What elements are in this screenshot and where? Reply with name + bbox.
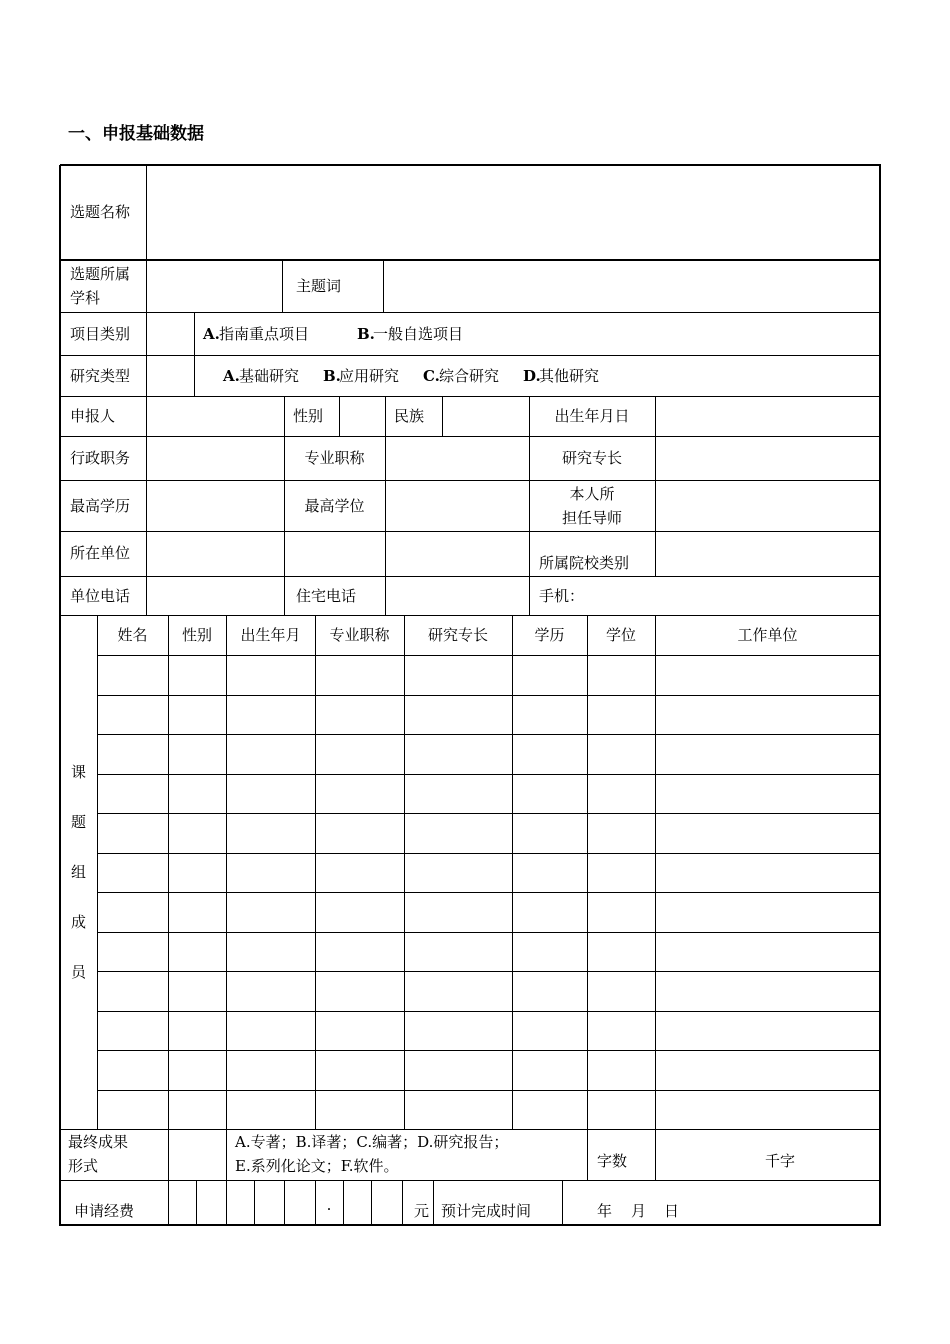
team-member-cell[interactable] <box>98 1091 167 1129</box>
completion-date-field[interactable] <box>564 1182 878 1224</box>
team-member-cell[interactable] <box>588 814 654 852</box>
team-member-cell[interactable] <box>656 656 879 694</box>
label-highest-education: 最高学历 <box>70 497 131 515</box>
team-member-cell[interactable] <box>316 814 403 852</box>
header-professional-title: 专业职称 <box>329 626 390 644</box>
table-rule <box>194 312 195 396</box>
funding-digit-box[interactable] <box>285 1182 314 1224</box>
table-rule <box>146 312 147 396</box>
funding-digit-box[interactable] <box>197 1182 225 1224</box>
table-rule <box>60 576 880 577</box>
research-specialty-field[interactable] <box>657 438 878 479</box>
label-advisor-line1: 本人所 <box>569 485 615 503</box>
table-rule <box>339 396 340 436</box>
label-expected-completion: 预计完成时间 <box>441 1202 532 1220</box>
highest-education-field[interactable] <box>148 482 283 530</box>
team-member-cell[interactable] <box>98 933 167 971</box>
option-letter-b: B. <box>323 367 341 385</box>
team-member-cell[interactable] <box>316 854 403 892</box>
mobile-field[interactable] <box>580 578 878 614</box>
team-member-cell[interactable] <box>169 735 225 773</box>
header-work-unit: 工作单位 <box>737 626 798 644</box>
admin-position-field[interactable] <box>148 438 283 479</box>
team-member-cell[interactable] <box>169 893 225 931</box>
label-ethnicity: 民族 <box>394 407 425 425</box>
team-member-cell[interactable] <box>588 933 654 971</box>
table-rule <box>146 396 147 615</box>
project-category-choice[interactable] <box>148 314 193 354</box>
table-rule <box>60 1180 880 1181</box>
table-rule <box>60 615 880 616</box>
team-member-cell[interactable] <box>588 1051 654 1089</box>
team-member-cell[interactable] <box>405 1091 511 1129</box>
label-gender: 性别 <box>293 407 324 425</box>
label-home-phone: 住宅电话 <box>296 587 357 605</box>
team-member-cell[interactable] <box>588 1091 654 1129</box>
table-rule <box>383 260 384 312</box>
team-member-cell[interactable] <box>227 972 314 1010</box>
team-member-cell[interactable] <box>316 696 403 734</box>
team-member-cell[interactable] <box>316 933 403 971</box>
label-advisor-line2: 担任导师 <box>561 509 622 527</box>
header-gender: 性别 <box>181 626 212 644</box>
header-education: 学历 <box>534 626 565 644</box>
applicant-ethnicity-field[interactable] <box>444 398 528 435</box>
team-member-cell[interactable] <box>227 656 314 694</box>
team-member-cell[interactable] <box>656 933 879 971</box>
team-member-cell[interactable] <box>227 854 314 892</box>
table-border-bottom <box>60 1224 881 1226</box>
team-member-cell[interactable] <box>656 814 879 852</box>
label-research-type: 研究类型 <box>70 367 131 385</box>
team-member-cell[interactable] <box>513 854 586 892</box>
decimal-point: · <box>326 1200 332 1218</box>
team-member-cell[interactable] <box>316 893 403 931</box>
team-member-cell[interactable] <box>98 775 167 813</box>
table-rule <box>60 531 880 532</box>
team-member-cell[interactable] <box>98 854 167 892</box>
table-rule <box>60 436 880 437</box>
label-school-category: 所属院校类别 <box>539 554 630 572</box>
team-member-cell[interactable] <box>405 933 511 971</box>
team-member-cell[interactable] <box>656 1091 879 1129</box>
team-member-cell[interactable] <box>316 656 403 694</box>
team-member-cell[interactable] <box>227 814 314 852</box>
team-member-cell[interactable] <box>513 1012 586 1050</box>
team-member-cell[interactable] <box>588 775 654 813</box>
label-year: 年 <box>597 1202 613 1220</box>
team-member-cell[interactable] <box>405 656 511 694</box>
header-research-specialty: 研究专长 <box>427 626 488 644</box>
team-member-cell[interactable] <box>405 735 511 773</box>
label-highest-degree: 最高学位 <box>304 497 365 515</box>
team-member-cell[interactable] <box>405 893 511 931</box>
team-member-cell[interactable] <box>588 893 654 931</box>
topic-name-field[interactable] <box>148 167 878 259</box>
highest-degree-field[interactable] <box>387 482 528 530</box>
team-member-cell[interactable] <box>656 696 879 734</box>
label-applicant: 申报人 <box>70 407 116 425</box>
team-member-cell[interactable] <box>169 696 225 734</box>
label-work-unit: 所在单位 <box>70 544 131 562</box>
label-word-count: 字数 <box>597 1152 628 1170</box>
label-funding: 申请经费 <box>74 1202 135 1220</box>
option-letter-a: A. <box>223 367 240 385</box>
table-rule <box>655 1129 656 1180</box>
team-member-cell[interactable] <box>513 656 586 694</box>
label-keywords: 主题词 <box>296 277 342 295</box>
label-discipline-line1: 选题所属 <box>70 265 131 283</box>
funding-digit-box[interactable] <box>255 1182 283 1224</box>
label-unit-phone: 单位电话 <box>70 587 131 605</box>
option-basic-research: 基础研究 <box>239 367 300 385</box>
research-type-choice[interactable] <box>148 357 193 395</box>
team-member-cell[interactable] <box>513 933 586 971</box>
funding-digit-box[interactable] <box>227 1182 253 1224</box>
team-member-cell[interactable] <box>405 1051 511 1089</box>
team-member-cell[interactable] <box>656 972 879 1010</box>
applicant-gender-field[interactable] <box>341 398 384 435</box>
label-admin-position: 行政职务 <box>70 449 131 467</box>
label-topic-name: 选题名称 <box>70 203 131 221</box>
label-discipline-line2: 学科 <box>70 289 101 307</box>
professional-title-field[interactable] <box>387 438 528 479</box>
option-applied-research: 应用研究 <box>339 367 400 385</box>
option-letter-d: D. <box>523 367 541 385</box>
label-mobile: 手机： <box>539 587 585 605</box>
team-member-cell[interactable] <box>316 1012 403 1050</box>
table-rule <box>402 1180 403 1225</box>
table-rule <box>226 1129 227 1180</box>
team-member-cell[interactable] <box>405 972 511 1010</box>
table-rule <box>529 396 530 615</box>
table-rule <box>587 1129 588 1180</box>
team-member-cell[interactable] <box>316 1091 403 1129</box>
team-member-cell[interactable] <box>588 656 654 694</box>
team-member-cell[interactable] <box>405 696 511 734</box>
table-rule <box>60 355 880 356</box>
table-rule <box>60 312 880 313</box>
funding-digit-box[interactable] <box>372 1182 401 1224</box>
label-thousand-chars: 千字 <box>765 1152 796 1170</box>
table-rule <box>655 396 656 576</box>
team-member-cell[interactable] <box>227 893 314 931</box>
team-member-cell[interactable] <box>316 972 403 1010</box>
team-member-cell[interactable] <box>405 854 511 892</box>
table-rule <box>433 1180 434 1225</box>
team-member-cell[interactable] <box>513 775 586 813</box>
team-member-cell[interactable] <box>98 656 167 694</box>
team-member-cell[interactable] <box>588 1012 654 1050</box>
label-month: 月 <box>631 1202 647 1220</box>
team-member-cell[interactable] <box>316 735 403 773</box>
result-options-line1: A.专著；B.译著；C.编著；D.研究报告； <box>235 1133 509 1151</box>
team-members-label-char: 员 <box>70 963 86 981</box>
table-border-left <box>59 165 61 1226</box>
team-member-cell[interactable] <box>656 854 879 892</box>
team-member-cell[interactable] <box>169 972 225 1010</box>
team-member-cell[interactable] <box>169 1051 225 1089</box>
label-result-form-line1: 最终成果 <box>68 1133 129 1151</box>
team-member-cell[interactable] <box>169 854 225 892</box>
unit-phone-field[interactable] <box>148 578 283 614</box>
result-options-line2: E.系列化论文；F.软件。 <box>235 1157 399 1175</box>
team-member-cell[interactable] <box>513 696 586 734</box>
advisor-type-field[interactable] <box>657 482 878 530</box>
team-member-cell[interactable] <box>227 1091 314 1129</box>
table-rule <box>60 396 880 397</box>
team-member-cell[interactable] <box>588 696 654 734</box>
team-members-label-char: 成 <box>70 913 86 931</box>
funding-digit-box[interactable] <box>344 1182 370 1224</box>
home-phone-field[interactable] <box>387 578 528 614</box>
team-member-cell[interactable] <box>316 1051 403 1089</box>
team-member-cell[interactable] <box>588 735 654 773</box>
team-member-cell[interactable] <box>98 893 167 931</box>
table-border-top <box>60 164 881 166</box>
result-form-choice[interactable] <box>170 1131 225 1179</box>
label-day: 日 <box>664 1202 680 1220</box>
team-member-cell[interactable] <box>513 1051 586 1089</box>
team-member-cell[interactable] <box>656 1012 879 1050</box>
team-member-cell[interactable] <box>513 1091 586 1129</box>
team-member-cell[interactable] <box>98 814 167 852</box>
team-member-cell[interactable] <box>656 893 879 931</box>
table-rule <box>146 165 147 312</box>
applicant-name-field[interactable] <box>148 398 283 435</box>
team-members-label-char: 组 <box>70 863 86 881</box>
label-research-specialty: 研究专长 <box>561 449 622 467</box>
table-rule <box>60 259 880 261</box>
label-yuan: 元 <box>414 1202 430 1220</box>
team-member-cell[interactable] <box>98 972 167 1010</box>
option-letter-c: C. <box>423 367 440 385</box>
team-member-cell[interactable] <box>513 893 586 931</box>
option-general-project: 一般自选项目 <box>373 325 464 343</box>
team-member-cell[interactable] <box>656 1051 879 1089</box>
header-name: 姓名 <box>117 626 148 644</box>
funding-digit-box[interactable] <box>169 1182 195 1224</box>
option-other-research: 其他研究 <box>539 367 600 385</box>
team-member-cell[interactable] <box>656 735 879 773</box>
team-member-cell[interactable] <box>169 1091 225 1129</box>
team-member-cell[interactable] <box>227 1051 314 1089</box>
team-member-cell[interactable] <box>405 814 511 852</box>
team-members-label-char: 课 <box>70 763 86 781</box>
team-member-cell[interactable] <box>513 735 586 773</box>
work-unit-field[interactable] <box>148 533 528 575</box>
team-member-cell[interactable] <box>227 1012 314 1050</box>
option-guide-key-project: 指南重点项目 <box>219 325 310 343</box>
school-category-field[interactable] <box>657 533 878 575</box>
team-member-cell[interactable] <box>588 972 654 1010</box>
table-rule <box>60 1129 880 1130</box>
label-result-form-line2: 形式 <box>68 1157 99 1175</box>
option-letter-b: B. <box>357 325 375 343</box>
team-member-cell[interactable] <box>98 1012 167 1050</box>
label-project-category: 项目类别 <box>70 325 131 343</box>
word-count-field[interactable] <box>657 1131 757 1179</box>
team-member-cell[interactable] <box>513 972 586 1010</box>
team-member-cell[interactable] <box>98 735 167 773</box>
team-member-cell[interactable] <box>169 656 225 694</box>
discipline-field[interactable] <box>148 262 281 311</box>
team-member-cell[interactable] <box>588 854 654 892</box>
team-member-cell[interactable] <box>169 933 225 971</box>
team-member-cell[interactable] <box>98 696 167 734</box>
option-letter-a: A. <box>203 325 220 343</box>
table-rule <box>282 260 283 312</box>
team-member-cell[interactable] <box>227 775 314 813</box>
team-member-cell[interactable] <box>98 1051 167 1089</box>
team-member-cell[interactable] <box>169 1012 225 1050</box>
team-member-cell[interactable] <box>227 735 314 773</box>
team-member-cell[interactable] <box>513 814 586 852</box>
applicant-birth-date-field[interactable] <box>657 398 878 435</box>
table-rule <box>442 396 443 436</box>
team-member-cell[interactable] <box>227 933 314 971</box>
team-member-cell[interactable] <box>405 1012 511 1050</box>
team-member-cell[interactable] <box>656 775 879 813</box>
team-member-cell[interactable] <box>169 814 225 852</box>
team-member-cell[interactable] <box>227 696 314 734</box>
page-title: 一、申报基础数据 <box>68 124 204 144</box>
header-degree: 学位 <box>605 626 636 644</box>
header-birth-month: 出生年月 <box>240 626 301 644</box>
table-rule <box>60 480 880 481</box>
team-members-label-char: 题 <box>70 813 86 831</box>
label-professional-title: 专业职称 <box>304 449 365 467</box>
option-comprehensive-research: 综合研究 <box>439 367 500 385</box>
team-member-cell[interactable] <box>405 775 511 813</box>
table-rule <box>562 1180 563 1225</box>
table-rule <box>385 396 386 615</box>
team-member-cell[interactable] <box>169 775 225 813</box>
keywords-field[interactable] <box>385 262 878 311</box>
label-birth-date: 出生年月日 <box>554 407 630 425</box>
team-member-cell[interactable] <box>316 775 403 813</box>
